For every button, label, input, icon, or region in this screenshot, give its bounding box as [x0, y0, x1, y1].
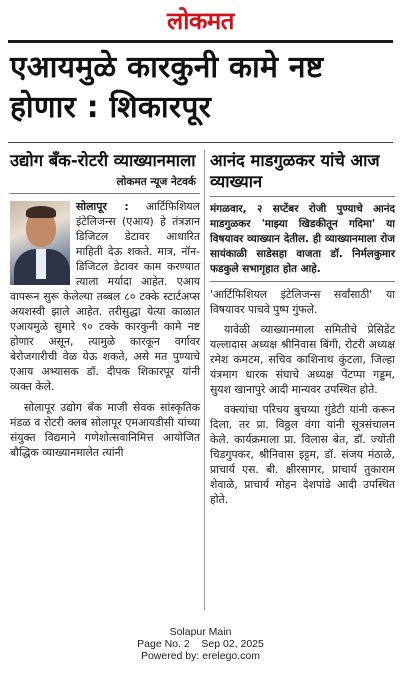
speaker-photo [10, 201, 70, 285]
article-subhead: उद्योग बँक-रोटरी व्याख्यानमाला [10, 151, 196, 170]
sidebar-rule [210, 196, 395, 197]
powered-by-label: Powered by: erelego.com [140, 650, 261, 662]
byline: लोकमत न्यूज नेटवर्क [116, 176, 196, 188]
article-lead-text: आर्टिफिशियल इंटेलिजन्स (एआय) हे तंत्रज्ञान डिजिटल डेटावर आधारित माहिती देऊ शकते. मात्र, नॉन-डिजिटल डेटावर काम करण्यात त्याला मर्यादा आहेत. एआय वापरून सुरू केलेल्या तब्बल ८० टक्के स्टार्टअप्स अयशस्वी झाले आहेत. तरीसुद्धा येत्या काळात एआयमुळे सुमारे ९० टक्के कारकुनी कामे नष्ट होणार असून, त्यामुळे कारकून वर्गावर बेरोजगारीची वेळ येऊ शकते, असे मत पुण्याचे एआय अभ्यासक डॉ. दीपक शिकारपूर यांनी व्यक्त केले. [10, 200, 200, 393]
sidebar-subhead: आनंद माडगुळकर यांचे आज व्याख्यान [210, 151, 380, 191]
column-divider [204, 150, 205, 610]
article-paragraph-2: सोलापूर उद्योग बँक माजी सेवक सांस्कृतिक मंडळ व रोटरी क्लब सोलापूर एमआयडीसी यांच्या संयुक्त विद्यमाने गणेशोत्सवानिमित्त आयोजित बौद्धिक व्याख्यानमालेत त्यांनी [10, 401, 200, 459]
newspaper-logo: लोकमत [167, 6, 234, 35]
sidebar-rule-2 [210, 281, 395, 282]
page-footer [0, 626, 401, 662]
sidebar-paragraph-1: 'आर्टिफिशियल इंटेलिजन्स सर्वांसाठी' या विषयावर पाचवे पुष्प गुंफले. [210, 288, 395, 316]
headline-rule [8, 142, 393, 143]
sidebar-paragraph-2: यावेळी व्याख्यानमाला समितीचे प्रेसिडेंट यल्लादास अध्यक्ष श्रीनिवास बिंगी, रोटरी अध्यक्ष रमेश कमटम, सचिव काशिनाथ कुंटला, जिल्हा यंत्रमाग धारक संघाचे अध्यक्ष पेंटप्पा गड्डम, सुयश खानापुरे आदी मान्यवर उपस्थित होते. [210, 323, 395, 396]
masthead [0, 6, 401, 36]
edition-label: Solapur Main [169, 626, 232, 638]
dateline: सोलापूर : [76, 200, 129, 213]
article-paragraph [10, 199, 200, 394]
byline-rule [10, 193, 200, 194]
sidebar-paragraph-3: वक्त्यांचा परिचय बुचय्या गुंडेटी यांनी करून दिला, तर प्रा. विठ्ठल वंगा यांनी सूत्रसंचालन केले. कार्यक्रमाला प्रा. विलास बेत, डॉ. ज्योती चिडगुपकर, श्रीनिवास इट्टम, डॉ. संजय मंठाळे, प्राचार्य एस. बी. क्षीरसागर, प्राचार्य तुकाराम शेवाळे, प्राचार्य मोहन देशपांडे आदी उपस्थित होते. [210, 403, 395, 506]
page-date-label: Page No. 2 Sep 02, 2025 [137, 638, 264, 650]
article-left-column [10, 150, 200, 460]
headline: एआयमुळे कारकुनी कामे नष्ट होणार : शिकारपूर [10, 50, 324, 125]
sidebar-intro: मंगळवार, २ सप्टेंबर रोजी पुण्याचे आनंद माडगुळकर 'माझ्या खिडकीतून गदिमा' या विषयावर व्याख्यान देतील. ही व्याख्यानमाला रोज सायंकाळी साडेसहा वाजता डॉ. निर्मलकुमार फडकुले सभागृहात होत आहे. [210, 203, 395, 275]
top-rule [8, 40, 393, 43]
article-right-column [210, 150, 395, 507]
